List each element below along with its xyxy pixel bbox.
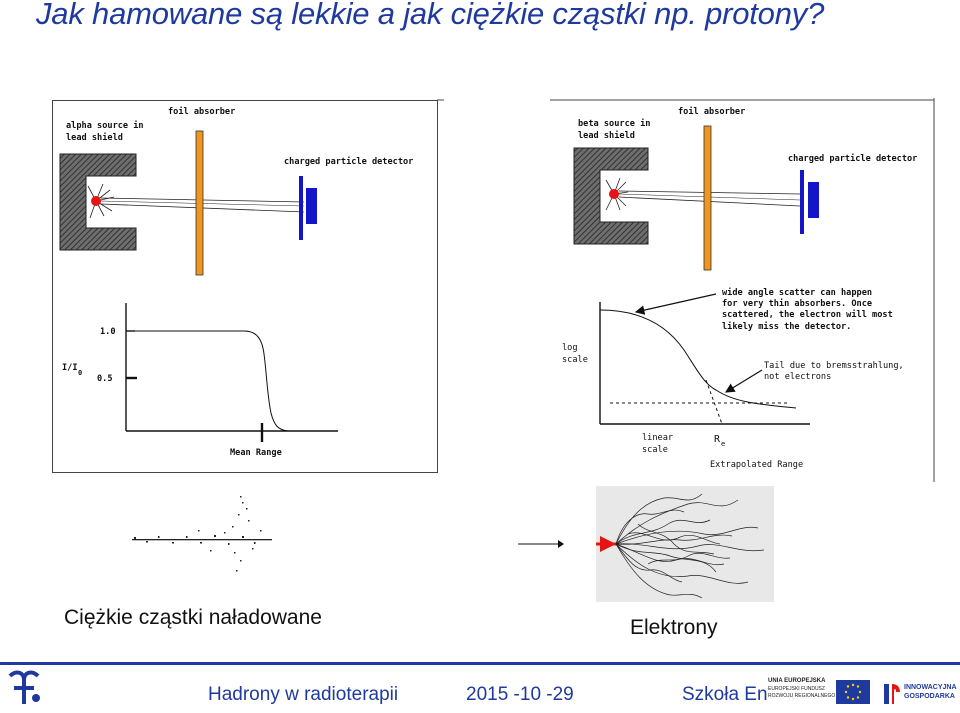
footer-course: Hadrony w radioterapii bbox=[208, 684, 399, 705]
mean-range-label: Mean Range bbox=[230, 448, 282, 458]
y-axis-sub: 0 bbox=[78, 369, 83, 377]
heavy-particles-caption: Ciężkie cząstki naładowane bbox=[64, 606, 322, 629]
fuw-logo bbox=[4, 668, 44, 708]
alpha-source bbox=[91, 196, 101, 206]
source-label-1: alpha source in bbox=[66, 121, 144, 131]
log-label-2: scale bbox=[562, 355, 588, 365]
extrapolated-label: Extrapolated Range bbox=[710, 460, 804, 470]
log-label-1: log bbox=[562, 343, 578, 353]
linear-label-2: scale bbox=[642, 445, 668, 455]
ig-text-2: GOSPODARKA bbox=[904, 693, 955, 700]
eu-logo bbox=[768, 676, 870, 710]
electrons-caption: Elektrony bbox=[630, 616, 718, 639]
footer-divider bbox=[0, 662, 960, 665]
alpha-absorption-diagram bbox=[52, 98, 444, 474]
detector-label: charged particle detector bbox=[788, 154, 918, 164]
source-label-1: beta source in bbox=[578, 119, 651, 129]
linear-label-1: linear bbox=[642, 433, 674, 443]
scatter-note-3: scattered, the electron will most bbox=[722, 310, 893, 320]
re-label: R bbox=[714, 434, 721, 445]
detector-label: charged particle detector bbox=[284, 157, 414, 167]
ig-text-1: INNOWACYJNA bbox=[904, 684, 957, 691]
re-sub: e bbox=[721, 440, 726, 448]
foil-absorber bbox=[196, 131, 203, 275]
eu-text-2: EUROPEJSKI FUNDUSZ bbox=[768, 686, 825, 692]
scatter-note-4: likely miss the detector. bbox=[722, 322, 852, 332]
tail-note-1: Tail due to bremsstrahlung, bbox=[764, 361, 904, 371]
footer-date: 2015 -10 -29 bbox=[466, 684, 574, 705]
beta-absorption-diagram bbox=[548, 98, 938, 484]
eu-text-3: ROZWOJU REGIONALNEGO bbox=[768, 693, 836, 699]
absorber-label: foil absorber bbox=[678, 107, 746, 117]
absorber-label: foil absorber bbox=[168, 107, 236, 117]
y-tick-1: 1.0 bbox=[100, 327, 116, 337]
innovative-economy-logo bbox=[882, 676, 958, 710]
source-label-2: lead shield bbox=[66, 133, 123, 143]
source-label-2: lead shield bbox=[578, 131, 635, 141]
y-axis-label: I/I bbox=[62, 363, 78, 373]
page-title: Jak hamowane są lekkie a jak ciężkie cząstki np. protony? bbox=[36, 0, 825, 31]
y-tick-05: 0.5 bbox=[97, 374, 113, 384]
eu-flag-icon bbox=[836, 680, 870, 704]
scatter-note-1: wide angle scatter can happen bbox=[722, 288, 873, 298]
heavy-particle-tracks bbox=[128, 492, 278, 578]
eu-text-1: UNIA EUROPEJSKA bbox=[768, 678, 826, 684]
scatter-note-2: for very thin absorbers. Once bbox=[722, 299, 873, 309]
particle-detector bbox=[299, 176, 303, 240]
footer-school: Szkoła En bbox=[682, 684, 768, 705]
ig-mark-icon bbox=[882, 678, 902, 706]
tail-note-2: not electrons bbox=[764, 372, 832, 382]
electron-tracks bbox=[518, 484, 776, 604]
